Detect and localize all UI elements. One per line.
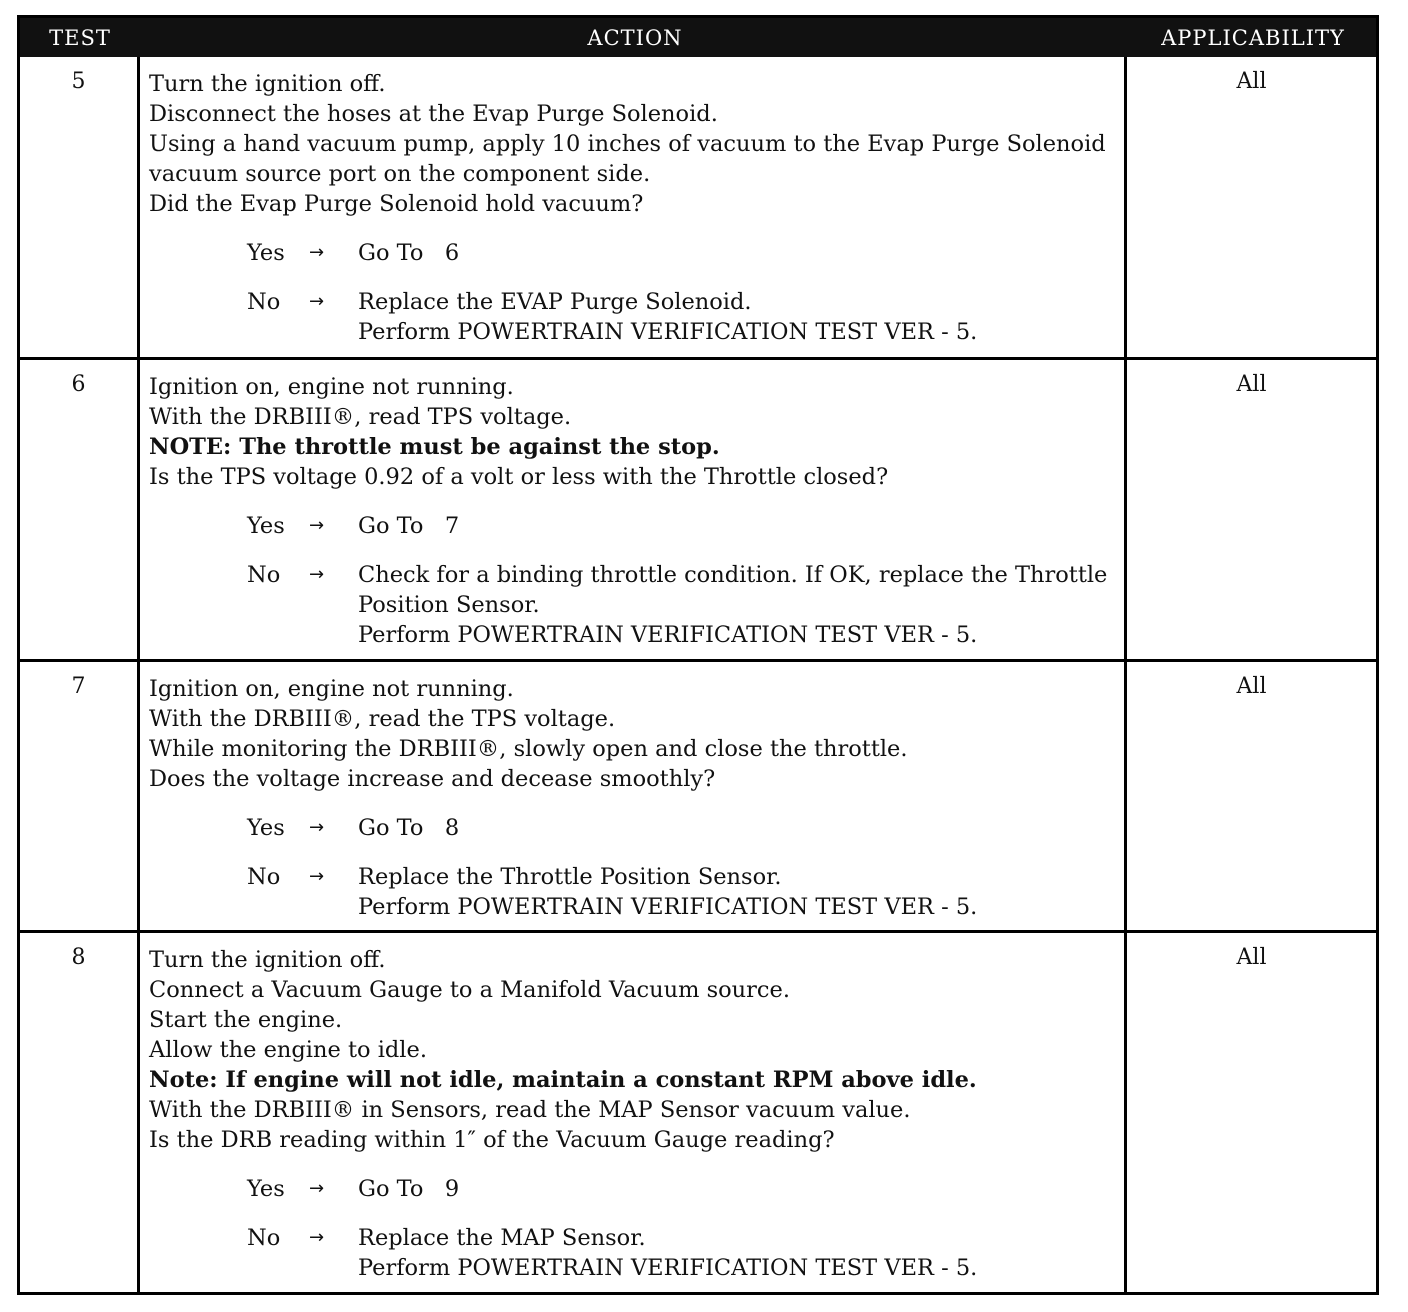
action-line: Ignition on, engine not running.: [149, 374, 514, 400]
action-line: Disconnect the hoses at the Evap Purge Solenoid.: [149, 101, 718, 127]
test-number: 7: [20, 662, 140, 930]
action-question: Is the TPS voltage 0.92 of a volt or less with the Throttle closed?: [149, 464, 889, 490]
arrow-right-icon: →: [309, 866, 325, 887]
yes-label: Yes: [247, 513, 285, 539]
no-result-continued: [149, 1253, 1116, 1283]
test-number: 5: [20, 57, 140, 357]
no-label: No: [247, 289, 281, 315]
action-line: Connect a Vacuum Gauge to a Manifold Vacuum source.: [149, 977, 790, 1003]
no-label: No: [247, 1225, 281, 1251]
no-label: No: [247, 562, 281, 588]
yes-branch: [149, 813, 1116, 843]
arrow-right-icon: →: [309, 1178, 325, 1199]
no-result: Replace the MAP Sensor.: [358, 1225, 646, 1251]
yes-label: Yes: [247, 815, 285, 841]
test-number: 6: [20, 360, 140, 659]
action-line: While monitoring the DRBIII®, slowly open and close the throttle.: [149, 736, 908, 762]
no-result-line: Perform POWERTRAIN VERIFICATION TEST VER - 5.: [358, 894, 978, 920]
action-line: vacuum source port on the component side.: [149, 161, 651, 187]
no-result-line: Perform POWERTRAIN VERIFICATION TEST VER - 5.: [358, 622, 978, 648]
no-branch: [149, 862, 1116, 892]
no-result-continued: [149, 620, 1116, 650]
test-row-6: [20, 360, 1376, 662]
action-line: Allow the engine to idle.: [149, 1037, 427, 1063]
no-branch: [149, 287, 1116, 317]
action-line: Turn the ignition off.: [149, 71, 386, 97]
action-line: Turn the ignition off.: [149, 947, 386, 973]
action-line: With the DRBIII®, read TPS voltage.: [149, 404, 572, 430]
yes-result: Go To 6: [358, 240, 460, 266]
applicability-value: All: [1236, 674, 1267, 699]
action-line: With the DRBIII® in Sensors, read the MAP Sensor vacuum value.: [149, 1097, 911, 1123]
arrow-right-icon: →: [309, 564, 325, 585]
applicability-value: All: [1236, 372, 1267, 397]
arrow-right-icon: →: [309, 515, 325, 536]
diagnostic-test-table: [17, 15, 1379, 1295]
no-result-continued: [149, 892, 1116, 922]
test-row-5: [20, 57, 1376, 360]
no-label: No: [247, 864, 281, 890]
action-line: Using a hand vacuum pump, apply 10 inches of vacuum to the Evap Purge Solenoid: [149, 131, 1106, 157]
test-row-7: [20, 662, 1376, 933]
applicability-value: All: [1236, 69, 1267, 94]
yes-label: Yes: [247, 240, 285, 266]
yes-result: Go To 9: [358, 1176, 460, 1202]
action-question: Did the Evap Purge Solenoid hold vacuum?: [149, 191, 644, 217]
action-cell: [140, 933, 1127, 1292]
no-result: Replace the EVAP Purge Solenoid.: [358, 289, 752, 315]
no-result: Replace the Throttle Position Sensor.: [358, 864, 782, 890]
arrow-right-icon: →: [309, 1227, 325, 1248]
table-header: [20, 18, 1376, 57]
action-note: NOTE: The throttle must be against the stop.: [149, 434, 720, 460]
yes-result: Go To 8: [358, 815, 460, 841]
applicability-value: All: [1236, 945, 1267, 970]
test-row-8: [20, 933, 1376, 1292]
no-result-continued: [149, 590, 1116, 620]
no-branch: [149, 1223, 1116, 1253]
yes-label: Yes: [247, 1176, 285, 1202]
yes-result: Go To 7: [358, 513, 460, 539]
no-result-line: Position Sensor.: [358, 592, 540, 618]
no-result-continued: [149, 317, 1116, 347]
action-cell: [140, 662, 1127, 930]
action-line: With the DRBIII®, read the TPS voltage.: [149, 706, 616, 732]
action-cell: [140, 360, 1127, 659]
arrow-right-icon: →: [309, 291, 325, 312]
arrow-right-icon: →: [309, 817, 325, 838]
action-line: Ignition on, engine not running.: [149, 676, 514, 702]
action-line: Start the engine.: [149, 1007, 343, 1033]
action-cell: [140, 57, 1127, 357]
test-number: 8: [20, 933, 140, 1292]
yes-branch: [149, 238, 1116, 268]
action-question: Is the DRB reading within 1″ of the Vacuum Gauge reading?: [149, 1127, 835, 1153]
no-result-line: Perform POWERTRAIN VERIFICATION TEST VER - 5.: [358, 319, 978, 345]
no-branch: [149, 560, 1116, 590]
header-test: TEST: [49, 26, 111, 50]
header-applicability: APPLICABILITY: [1161, 26, 1345, 50]
yes-branch: [149, 1174, 1116, 1204]
arrow-right-icon: →: [309, 242, 325, 263]
header-action: ACTION: [587, 26, 683, 50]
no-result-line: Perform POWERTRAIN VERIFICATION TEST VER - 5.: [358, 1255, 978, 1281]
no-result: Check for a binding throttle condition. If OK, replace the Throttle: [358, 562, 1108, 588]
action-note: Note: If engine will not idle, maintain a constant RPM above idle.: [149, 1067, 977, 1093]
action-question: Does the voltage increase and decease smoothly?: [149, 766, 716, 792]
yes-branch: [149, 511, 1116, 541]
